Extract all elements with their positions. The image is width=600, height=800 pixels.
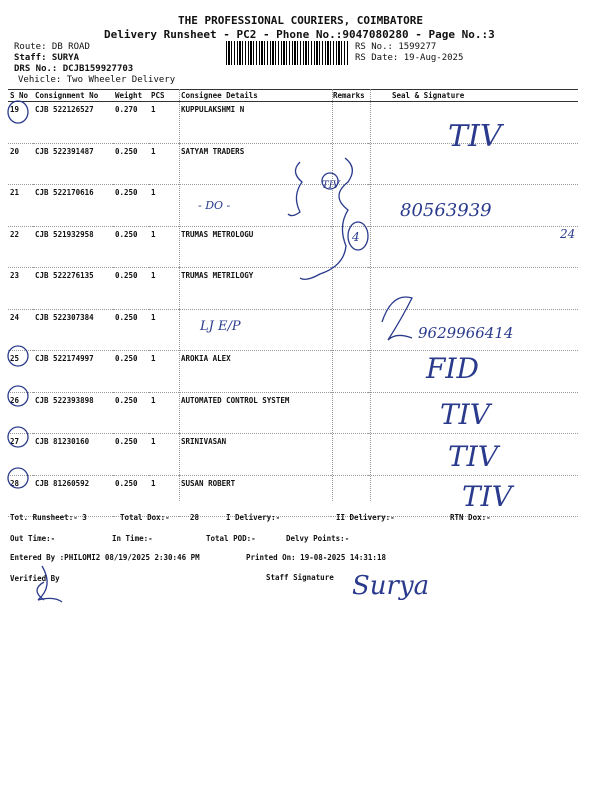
row-consignee: SATYAM TRADERS xyxy=(179,143,331,185)
row-pcs: 1 xyxy=(149,143,179,185)
row-consignee: AROKIA ALEX xyxy=(179,351,331,393)
sno-circle-19 xyxy=(8,101,28,123)
row-sno: 23 xyxy=(8,268,33,310)
total-dox-label: Total Dox:- xyxy=(120,513,170,522)
sno-circle-28 xyxy=(8,468,28,488)
row-sno: 24 xyxy=(8,309,33,351)
row-weight: 0.250 xyxy=(113,226,149,268)
staff-signature-ink: Surya xyxy=(352,571,430,601)
total-pod: Total POD:- xyxy=(206,534,256,543)
row-sno: 21 xyxy=(8,185,33,227)
row-weight: 0.250 xyxy=(113,268,149,310)
row-pcs: 1 xyxy=(149,351,179,393)
sign-row-27: TIV xyxy=(448,440,498,473)
row-pcs: 1 xyxy=(149,102,179,144)
row-weight: 0.250 xyxy=(113,392,149,434)
i-delivery: I Delivery:- xyxy=(226,513,281,522)
row-weight: 0.250 xyxy=(113,309,149,351)
consignee-row-24: LJ E/P xyxy=(200,319,241,334)
vehicle-label: Vehicle: Two Wheeler Delivery xyxy=(18,75,176,85)
sno-circle-26 xyxy=(8,386,28,406)
sno-circle-25 xyxy=(8,346,28,366)
row-consignee: KUPPULAKSHMI N xyxy=(179,102,331,144)
row-sno: 20 xyxy=(8,143,33,185)
row-consignee: TRUMAS METRILOGY xyxy=(179,268,331,310)
row-weight: 0.250 xyxy=(113,351,149,393)
row-consignment: CJB 81260592 xyxy=(33,475,113,517)
route-label: Route: DB ROAD xyxy=(14,42,90,52)
row-consignee: SRINIVASAN xyxy=(179,434,331,476)
consignee-ditto: - DO - xyxy=(198,199,231,212)
row-consignment: CJB 81230160 xyxy=(33,434,113,476)
row-consignment: CJB 522126527 xyxy=(33,102,113,144)
rtn-dox: RTN Dox:- xyxy=(450,513,491,522)
row-consignment: CJB 522307384 xyxy=(33,309,113,351)
tot-runsheet: Tot. Runsheet:- 3 xyxy=(10,513,87,522)
verified-scribble xyxy=(37,566,62,602)
row-pcs: 1 xyxy=(149,475,179,517)
row-consignee: AUTOMATED CONTROL SYSTEM xyxy=(179,392,331,434)
sign-row-21: 80563939 xyxy=(400,200,492,221)
row-weight: 0.250 xyxy=(113,143,149,185)
row-sno: 25 xyxy=(8,351,33,393)
row-sno: 28 xyxy=(8,475,33,517)
sign-row-21-note: 24 xyxy=(560,227,576,241)
staff-label: Staff: SURYA xyxy=(14,53,80,63)
row-sno: 19 xyxy=(8,102,33,144)
row-consignment: CJB 522174997 xyxy=(33,351,113,393)
delvy-points: Delvy Points:- xyxy=(286,534,350,543)
drs-number: DRS No.: DCJB159927703 xyxy=(14,64,134,74)
row-sno: 27 xyxy=(8,434,33,476)
row-consignee: SUSAN ROBERT xyxy=(179,475,331,517)
staff-signature-label: Staff Signature xyxy=(266,573,334,582)
printed-on: Printed On: 19-08-2025 14:31:18 xyxy=(246,553,386,562)
rs-number: RS No.: 1599277 xyxy=(355,42,437,52)
row-consignment: CJB 522393898 xyxy=(33,392,113,434)
col-consignee: Consignee Details xyxy=(179,90,331,102)
in-time: In Time:- xyxy=(112,534,153,543)
row-pcs: 1 xyxy=(149,434,179,476)
sign-row-20: TIV xyxy=(322,180,340,191)
col-pcs: PCS xyxy=(149,90,179,102)
sign-row-25: FID xyxy=(426,352,479,385)
col-seal-signature: Seal & Signature xyxy=(368,90,578,102)
row-consignment: CJB 522391487 xyxy=(33,143,113,185)
ii-delivery: II Delivery:- xyxy=(336,513,395,522)
row-sno: 22 xyxy=(8,226,33,268)
out-time: Out Time:- xyxy=(10,534,56,543)
bracket-count: 4 xyxy=(352,230,360,244)
row-consignment: CJB 521932958 xyxy=(33,226,113,268)
bracket-mark xyxy=(288,162,302,216)
row-pcs: 1 xyxy=(149,185,179,227)
col-sno: S No xyxy=(8,90,33,102)
row-pcs: 1 xyxy=(149,392,179,434)
entered-by: Entered By :PHILOMI2 08/19/2025 2:30:46 PM xyxy=(10,553,200,562)
sno-circle-27 xyxy=(8,427,28,447)
total-dox-value: 28 xyxy=(190,513,200,522)
runsheet-subtitle: Delivery Runsheet - PC2 - Phone No.:9047080280 - Page No.:3 xyxy=(104,28,495,41)
sign-row-24: 9629966414 xyxy=(418,324,514,342)
row-sno: 26 xyxy=(8,392,33,434)
scribble-mark xyxy=(382,297,412,340)
verified-by: Verified By xyxy=(10,574,60,583)
company-title: THE PROFESSIONAL COURIERS, COIMBATORE xyxy=(178,14,424,27)
row-weight: 0.250 xyxy=(113,434,149,476)
sign-row-26: TIV xyxy=(440,398,490,431)
sign-row-19: TIV xyxy=(448,119,502,154)
col-remarks: Remarks xyxy=(331,90,368,102)
col-consignment: Consignment No xyxy=(33,90,113,102)
col-weight: Weight xyxy=(113,90,149,102)
row-weight: 0.250 xyxy=(113,475,149,517)
bracket-mark xyxy=(300,158,352,279)
rs-date: RS Date: 19-Aug-2025 xyxy=(355,53,464,63)
row-consignment: CJB 522276135 xyxy=(33,268,113,310)
row-pcs: 1 xyxy=(149,309,179,351)
row-pcs: 1 xyxy=(149,268,179,310)
row-pcs: 1 xyxy=(149,226,179,268)
row-consignment: CJB 522170616 xyxy=(33,185,113,227)
row-weight: 0.250 xyxy=(113,185,149,227)
row-weight: 0.270 xyxy=(113,102,149,144)
row-consignee: TRUMAS METROLOGU xyxy=(179,226,331,268)
sign-row-28: TIV xyxy=(462,480,512,513)
